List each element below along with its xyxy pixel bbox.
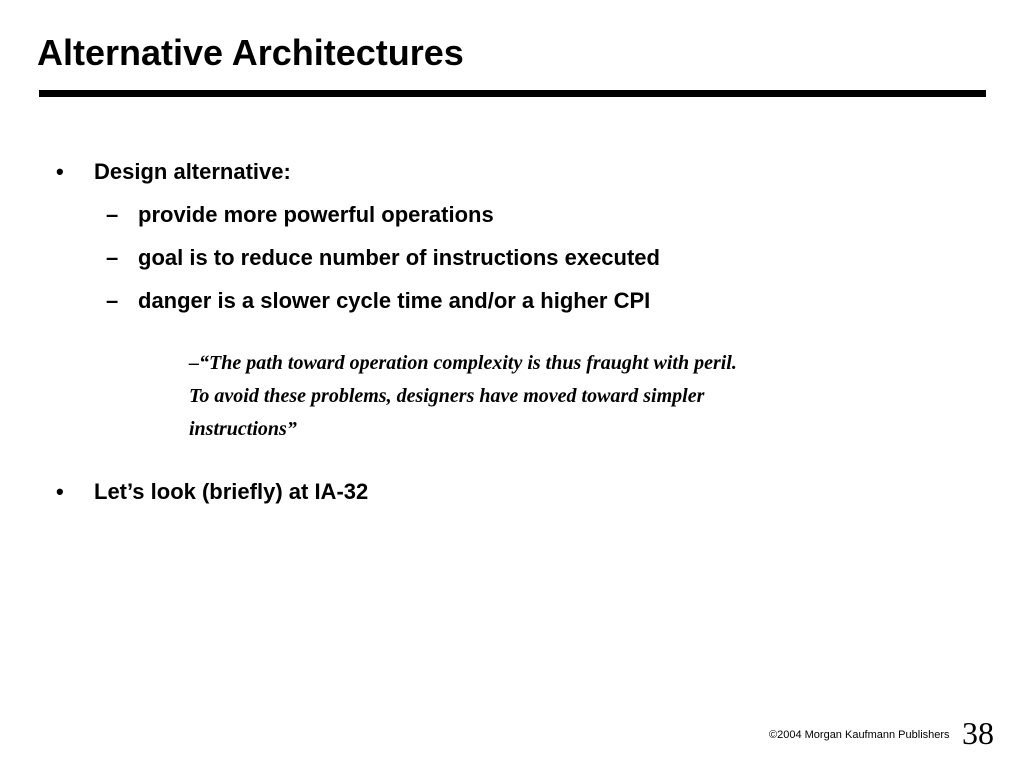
slide-title: Alternative Architectures <box>37 32 464 73</box>
subbullet-text: goal is to reduce number of instructions executed <box>138 245 660 270</box>
subbullet-marker: – <box>106 245 119 270</box>
quote-line: instructions” <box>189 418 297 440</box>
bullet-marker: • <box>56 159 64 184</box>
title-rule <box>39 90 986 97</box>
subbullet-text: provide more powerful operations <box>138 202 494 227</box>
quote-block <box>189 347 737 446</box>
quote-line: –“The path toward operation complexity is thus fraught with peril. <box>189 352 737 374</box>
subbullet-marker: – <box>106 288 119 313</box>
bullet-marker: • <box>56 479 64 504</box>
subbullet-text: danger is a slower cycle time and/or a higher CPI <box>138 288 651 313</box>
bullet-text: Design alternative: <box>94 159 291 184</box>
bullet-text: Let’s look (briefly) at IA-32 <box>94 479 369 504</box>
quote-line: To avoid these problems, designers have moved toward simpler <box>189 385 705 407</box>
footer-copyright: ©2004 Morgan Kaufmann Publishers <box>769 729 950 741</box>
page-number: 38 <box>962 715 994 751</box>
subbullet-marker: – <box>106 202 119 227</box>
